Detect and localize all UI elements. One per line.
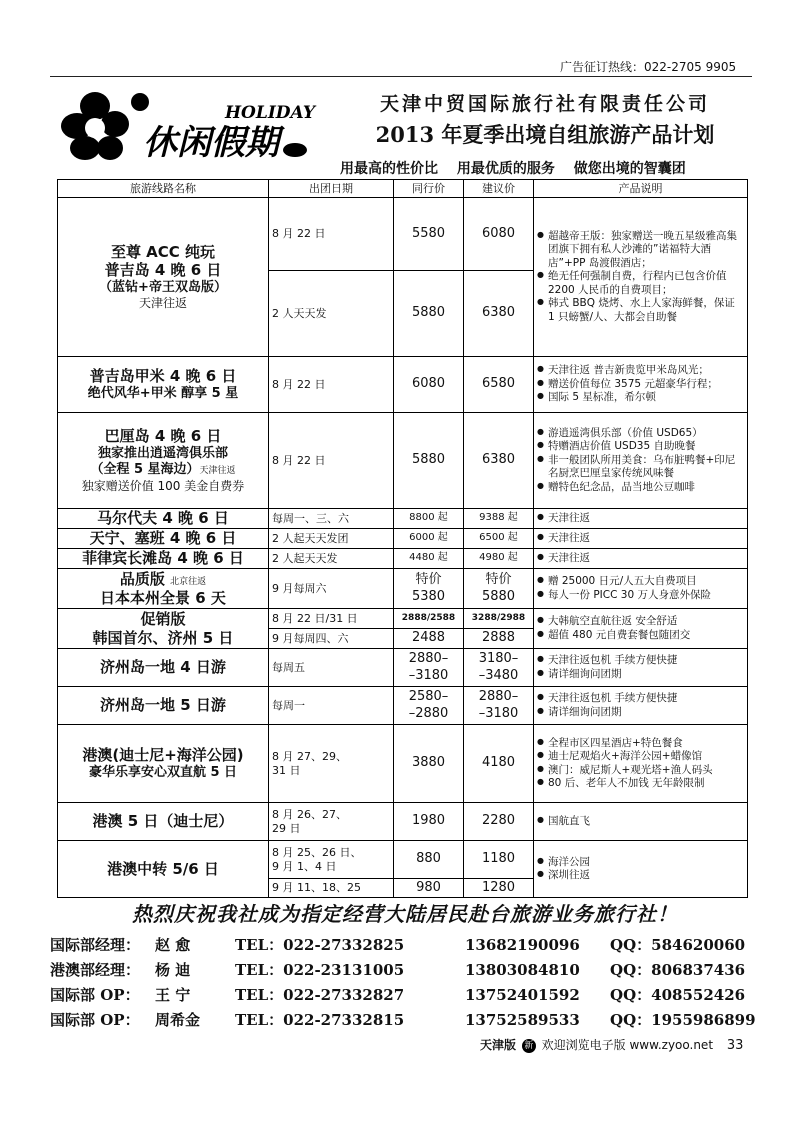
slogan-part: 用最优质的服务 xyxy=(456,161,555,177)
contact-name: 王 宁 xyxy=(155,986,191,1004)
note-item: ● 请详细询问团期 xyxy=(537,668,744,681)
logo-en-text: HOLIDAY xyxy=(225,103,315,123)
company-name: 天津中贸国际旅行社有限责任公司 xyxy=(379,93,710,115)
contact-mobile: 13752401592 xyxy=(465,985,580,1004)
route-title: 港澳 5 日（迪士尼） xyxy=(92,812,234,831)
note-item: ● 赠送价值每位 3575 元超豪华行程； xyxy=(537,378,744,391)
contact-name: 赵 愈 xyxy=(155,936,191,954)
table-row xyxy=(58,649,748,687)
product-notes xyxy=(534,687,748,725)
note-item: ● 大韩航空直航往返 安全舒适 xyxy=(537,615,744,628)
suggest-price: 6380 xyxy=(464,271,534,357)
route-name xyxy=(58,649,269,687)
contact-row xyxy=(50,957,760,982)
tour-date: 8 月 22 日/31 日 xyxy=(269,609,394,629)
trade-price: 880 xyxy=(394,841,464,879)
trade-price: 4480 起 xyxy=(394,549,464,569)
route-subtitle: 独家赠送价值 100 美金自费券 xyxy=(81,478,245,493)
note-item: ● 天津往返 xyxy=(537,512,744,525)
note-item: ● 韩式 BBQ 烧烤、水上人家海鲜餐，保证 1 只螃蟹/人、大都会自助餐 xyxy=(537,297,744,324)
trade-price: 5580 xyxy=(394,198,464,271)
trade-price: 6080 xyxy=(394,357,464,413)
suggest-price: 4980 起 xyxy=(464,549,534,569)
contact-mobile: 13682190096 xyxy=(465,935,580,954)
price-value: 3180– xyxy=(478,651,519,667)
route-title: 至尊 ACC 纯玩 xyxy=(110,242,216,261)
date-line: 29 日 xyxy=(272,821,301,835)
tour-date: 每周五 xyxy=(269,649,394,687)
table-row xyxy=(58,569,748,609)
note-item: ● 超越帝王版：独家赠送一晚五星级雅高集团旗下拥有私人沙滩的”诺福特大酒店”+PP 岛渡假酒店； xyxy=(537,230,744,270)
route-subtitle: 豪华乐享安心双直航 5 日 xyxy=(88,764,238,780)
contact-list xyxy=(50,932,760,1032)
contact-role: 国际部 OP： xyxy=(50,1011,140,1029)
suggest-price: 2280 xyxy=(464,803,534,841)
slogan-part: 做您出境的智囊团 xyxy=(573,161,686,177)
price-label: 特价 xyxy=(415,572,442,588)
header-suggest-price: 建议价 xyxy=(464,180,534,198)
note-item: ● 特赠酒店价值 USD35 自助晚餐 xyxy=(537,440,744,453)
congratulations-banner: 热烈庆祝我社成为指定经营大陆居民赴台旅游业务旅行社！ xyxy=(132,902,678,926)
price-value: 5380 xyxy=(411,588,446,604)
date-line: 8 月 27、29、 xyxy=(272,749,347,763)
contact-row xyxy=(50,982,760,1007)
route-title: 韩国首尔、济州 5 日 xyxy=(92,628,234,647)
contact-mobile: 13803084810 xyxy=(465,960,580,979)
slogan-part: 用最高的性价比 xyxy=(340,161,438,177)
note-item: ● 国际 5 星标准，希尔顿 xyxy=(537,391,744,404)
table-row xyxy=(58,803,748,841)
header-description: 产品说明 xyxy=(534,180,748,198)
product-notes xyxy=(534,649,748,687)
price-label: 特价 xyxy=(485,572,512,588)
price-value: 2580– xyxy=(408,689,449,705)
trade-price xyxy=(394,649,464,687)
route-name xyxy=(58,357,269,413)
route-name xyxy=(58,687,269,725)
note-item: ● 迪士尼观焰火+海洋公园+蜡像馆 xyxy=(537,750,744,763)
note-item: ● 每人一份 PICC 30 万人身意外保险 xyxy=(537,589,744,602)
trade-price: 5880 xyxy=(394,413,464,509)
route-note: 天津往返 xyxy=(199,466,236,477)
route-subtitle: 独家推出逍遥湾俱乐部 xyxy=(97,446,228,462)
tour-date: 9 月每周六 xyxy=(269,569,394,609)
route-title: 港澳(迪士尼+海洋公园) xyxy=(82,746,244,764)
contact-qq: QQ：408552426 xyxy=(610,986,746,1004)
suggest-price: 1280 xyxy=(464,879,534,898)
suggest-price xyxy=(464,649,534,687)
header-trade-price: 同行价 xyxy=(394,180,464,198)
contact-name: 杨 迪 xyxy=(155,961,191,979)
route-title: 马尔代夫 4 晚 6 日 xyxy=(97,509,229,528)
table-row xyxy=(58,687,748,725)
note-item: ● 天津往返包机 手续方便快捷 xyxy=(537,692,744,705)
note-item: ● 非一般团队所用美食：乌布脏鸭餐+印尼名厨烹巴厘皇家传统风味餐 xyxy=(537,454,744,481)
route-title: 巴厘岛 4 晚 6 日 xyxy=(104,427,222,446)
price-value: 2880– xyxy=(408,651,449,667)
note-item: ● 天津往返 xyxy=(537,552,744,565)
contact-qq: QQ：1955986899 xyxy=(610,1011,756,1029)
date-line: 8 月 26、27、 xyxy=(272,807,347,821)
table-row xyxy=(58,841,748,879)
tour-date: 每周一 xyxy=(269,687,394,725)
flower-logo-icon xyxy=(55,88,345,168)
plan-title: 2013 年夏季出境自组旅游产品计划 xyxy=(375,122,715,147)
trade-price xyxy=(394,569,464,609)
header-date: 出团日期 xyxy=(269,180,394,198)
trade-price: 2488 xyxy=(394,629,464,649)
table-row xyxy=(58,198,748,271)
route-name xyxy=(58,609,269,649)
suggest-price: 4180 xyxy=(464,725,534,803)
contact-tel: TEL：022-27332825 xyxy=(235,936,405,954)
note-item: ● 请详细询问团期 xyxy=(537,706,744,719)
table-row xyxy=(58,549,748,569)
table-row xyxy=(58,609,748,629)
contact-tel: TEL：022-27332815 xyxy=(235,1011,405,1029)
product-notes xyxy=(534,609,748,649)
trade-price: 980 xyxy=(394,879,464,898)
product-notes xyxy=(534,569,748,609)
contact-role: 港澳部经理： xyxy=(50,961,141,979)
tour-date: 9 月 11、18、25 xyxy=(269,879,394,898)
note-item: ● 天津往返 普吉新贵览甲米岛风光； xyxy=(537,364,744,377)
tour-date: 2 人起天天发 xyxy=(269,549,394,569)
header-route: 旅游线路名称 xyxy=(58,180,269,198)
route-note: 北京往返 xyxy=(170,576,207,587)
date-line: 31 日 xyxy=(272,763,301,777)
route-title: 日本本州全景 6 天 xyxy=(100,588,226,607)
suggest-price: 9388 起 xyxy=(464,509,534,529)
page-footer xyxy=(480,1036,760,1053)
route-title: 品质版 xyxy=(119,569,165,588)
suggest-price: 2888 xyxy=(464,629,534,649)
suggest-price: 6080 xyxy=(464,198,534,271)
contact-mobile: 13752589533 xyxy=(465,1010,580,1029)
product-notes xyxy=(534,198,748,357)
tour-date: 2 人天天发 xyxy=(269,271,394,357)
price-value: 2880– xyxy=(478,689,519,705)
contact-qq: QQ：806837436 xyxy=(610,961,746,979)
table-row xyxy=(58,413,748,509)
tour-date xyxy=(269,725,394,803)
product-notes xyxy=(534,357,748,413)
edition-label: 天津版 xyxy=(480,1038,517,1052)
suggest-price: 3288/2988 xyxy=(464,609,534,629)
route-name xyxy=(58,413,269,509)
footer-text: 欢迎浏览电子版 www.zyoo.net xyxy=(541,1038,714,1052)
note-item: ● 澳门：威尼斯人+观光塔+渔人码头 xyxy=(537,764,744,777)
trade-price xyxy=(394,687,464,725)
suggest-price: 6580 xyxy=(464,357,534,413)
note-item: ● 天津往返 xyxy=(537,532,744,545)
tour-date: 2 人起天天发团 xyxy=(269,529,394,549)
suggest-price: 1180 xyxy=(464,841,534,879)
tour-date: 8 月 22 日 xyxy=(269,413,394,509)
route-title: 普吉岛 4 晚 6 日 xyxy=(104,261,222,280)
tour-date: 8 月 22 日 xyxy=(269,198,394,271)
route-name xyxy=(58,549,269,569)
route-name xyxy=(58,803,269,841)
ad-hotline: 广告征订热线：022-2705 9905 xyxy=(560,60,737,74)
note-item: ● 深圳往返 xyxy=(537,869,744,882)
route-title: 济州岛一地 5 日游 xyxy=(100,696,226,715)
product-notes xyxy=(534,549,748,569)
product-notes xyxy=(534,803,748,841)
tour-date: 8 月 22 日 xyxy=(269,357,394,413)
trade-price: 3880 xyxy=(394,725,464,803)
product-notes xyxy=(534,413,748,509)
product-notes xyxy=(534,509,748,529)
note-item: ● 绝无任何强制自费，行程内已包含价值 2200 人民币的自费项目； xyxy=(537,270,744,297)
trade-price: 5880 xyxy=(394,271,464,357)
date-line: 8 月 25、26 日、 xyxy=(272,845,362,859)
date-line: 9 月 1、4 日 xyxy=(272,859,337,873)
holiday-logo xyxy=(55,88,345,168)
tour-date: 9 月每周四、六 xyxy=(269,629,394,649)
note-item: ● 赠 25000 日元/人五大自费项目 xyxy=(537,575,744,588)
note-item: ● 海洋公园 xyxy=(537,856,744,869)
trade-price: 6000 起 xyxy=(394,529,464,549)
suggest-price xyxy=(464,569,534,609)
route-title: 促销版 xyxy=(140,609,186,628)
contact-qq: QQ：584620060 xyxy=(610,936,746,954)
route-name xyxy=(58,841,269,898)
route-name xyxy=(58,529,269,549)
note-item: ● 赠特色纪念品，品当地公豆咖啡 xyxy=(537,481,744,494)
contact-row xyxy=(50,932,760,957)
trade-price: 1980 xyxy=(394,803,464,841)
route-title: 普吉岛甲米 4 晚 6 日 xyxy=(89,367,237,385)
contact-role: 国际部经理： xyxy=(50,936,141,954)
suggest-price xyxy=(464,687,534,725)
price-value: –3180 xyxy=(478,705,519,721)
price-value: –3180 xyxy=(408,667,449,683)
note-item: ● 80 后、老年人不加钱 无年龄限制 xyxy=(537,777,744,790)
note-item: ● 天津往返包机 手续方便快捷 xyxy=(537,654,744,667)
logo-cn-text: 休闲假期 xyxy=(143,123,279,163)
tour-date xyxy=(269,841,394,879)
product-notes xyxy=(534,529,748,549)
tour-date xyxy=(269,803,394,841)
contact-tel: TEL：022-27332827 xyxy=(235,986,405,1004)
table-row xyxy=(58,509,748,529)
table-row xyxy=(58,725,748,803)
top-divider xyxy=(50,76,752,77)
contact-row xyxy=(50,1007,760,1032)
price-value: –3480 xyxy=(478,667,519,683)
suggest-price: 6500 起 xyxy=(464,529,534,549)
contact-tel: TEL：022-23131005 xyxy=(235,961,405,979)
route-name xyxy=(58,569,269,609)
route-subtitle: 绝代风华+甲米 醇享 5 星 xyxy=(87,385,239,401)
price-value: –2880 xyxy=(408,705,449,721)
product-notes xyxy=(534,841,748,898)
route-name xyxy=(58,198,269,357)
table-row xyxy=(58,529,748,549)
contact-name: 周希金 xyxy=(155,1011,201,1029)
route-name xyxy=(58,509,269,529)
edition-badge-icon: 新 xyxy=(522,1039,536,1053)
price-value: 5880 xyxy=(481,588,516,604)
tour-date: 每周一、三、六 xyxy=(269,509,394,529)
route-title: 港澳中转 5/6 日 xyxy=(107,859,219,878)
route-name xyxy=(58,725,269,803)
table-row xyxy=(58,357,748,413)
route-title: 济州岛一地 4 日游 xyxy=(100,658,226,677)
note-item: ● 游逍遥湾俱乐部（价值 USD65） xyxy=(537,427,744,440)
trade-price: 8800 起 xyxy=(394,509,464,529)
note-item: ● 超值 480 元自费套餐包随团交 xyxy=(537,629,744,642)
trade-price: 2888/2588 xyxy=(394,609,464,629)
contact-role: 国际部 OP： xyxy=(50,986,140,1004)
page-number: 33 xyxy=(726,1038,744,1053)
product-notes xyxy=(534,725,748,803)
suggest-price: 6380 xyxy=(464,413,534,509)
route-title: 菲律宾长滩岛 4 晚 6 日 xyxy=(82,549,244,568)
route-subtitle: （蓝钻+帝王双岛版） xyxy=(99,280,227,296)
route-title: 天宁、塞班 4 晚 6 日 xyxy=(89,529,237,548)
note-item: ● 全程市区四星酒店+特色餐食 xyxy=(537,737,744,750)
route-subtitle: （全程 5 星海边） xyxy=(90,462,200,478)
table-header-row xyxy=(58,180,748,198)
slogan xyxy=(340,158,760,178)
route-subtitle: 天津往返 xyxy=(138,296,187,311)
tour-table xyxy=(57,179,748,898)
note-item: ● 国航直飞 xyxy=(537,815,744,828)
